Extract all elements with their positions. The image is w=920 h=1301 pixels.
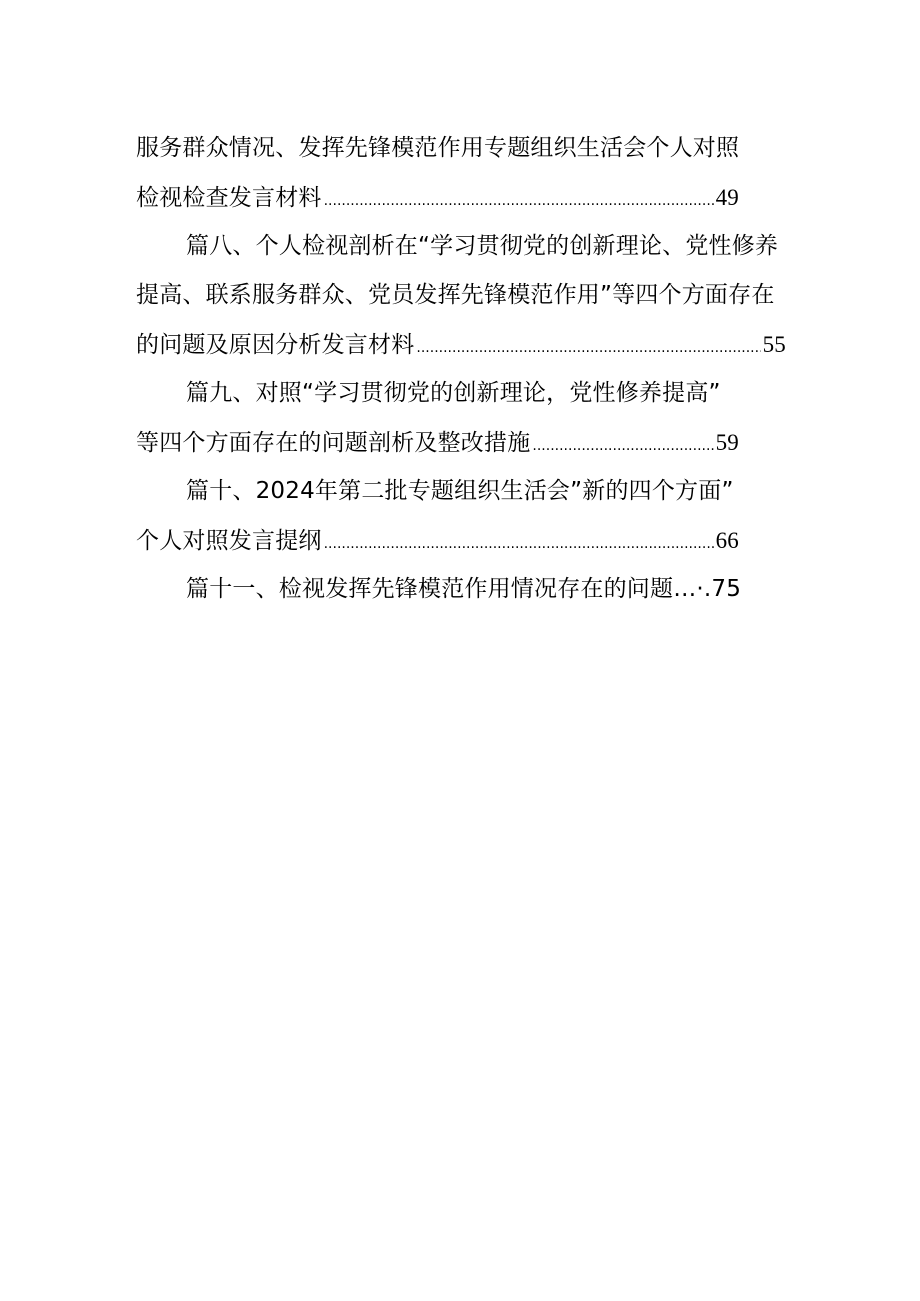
dot-leader <box>324 520 714 565</box>
dot-leader <box>532 422 713 467</box>
toc-entry-title: 的问题及原因分析发言材料 <box>136 332 415 358</box>
toc-line: 服务群众情况、发挥先锋模范作用专题组织生活会个人对照 <box>136 135 740 161</box>
toc-page-number: 49 <box>715 185 739 210</box>
toc-page-number: 55 <box>762 332 786 357</box>
toc-page-number: 59 <box>715 430 739 455</box>
toc-entry[interactable] <box>136 418 739 467</box>
toc-entry-title: 个人对照发言提纲 <box>136 528 322 554</box>
dot-leader <box>324 177 714 222</box>
toc-entry-title: 检视检查发言材料 <box>136 185 322 211</box>
toc-page-number: 66 <box>715 528 739 553</box>
toc-entry[interactable] <box>136 516 739 565</box>
toc-entry-title: 等四个方面存在的问题剖析及整改措施 <box>136 430 531 456</box>
toc-line: 提高、联系服务群众、党员发挥先锋模范作用”等四个方面存在 <box>136 282 775 308</box>
toc-line: 篇八、个人检视剖析在“学习贯彻党的创新理论、党性修养 <box>186 233 779 259</box>
dot-leader <box>416 324 760 369</box>
toc-entry[interactable]: 篇十一、检视发挥先锋模范作用情况存在的问题…·.75 <box>186 576 742 602</box>
toc-entry[interactable] <box>136 320 786 369</box>
table-of-contents <box>136 124 786 614</box>
toc-line: 篇十、2024年第二批专题组织生活会”新的四个方面” <box>186 478 734 504</box>
toc-entry[interactable] <box>136 173 739 222</box>
toc-line: 篇九、对照“学习贯彻党的创新理论，党性修养提高” <box>186 380 721 406</box>
